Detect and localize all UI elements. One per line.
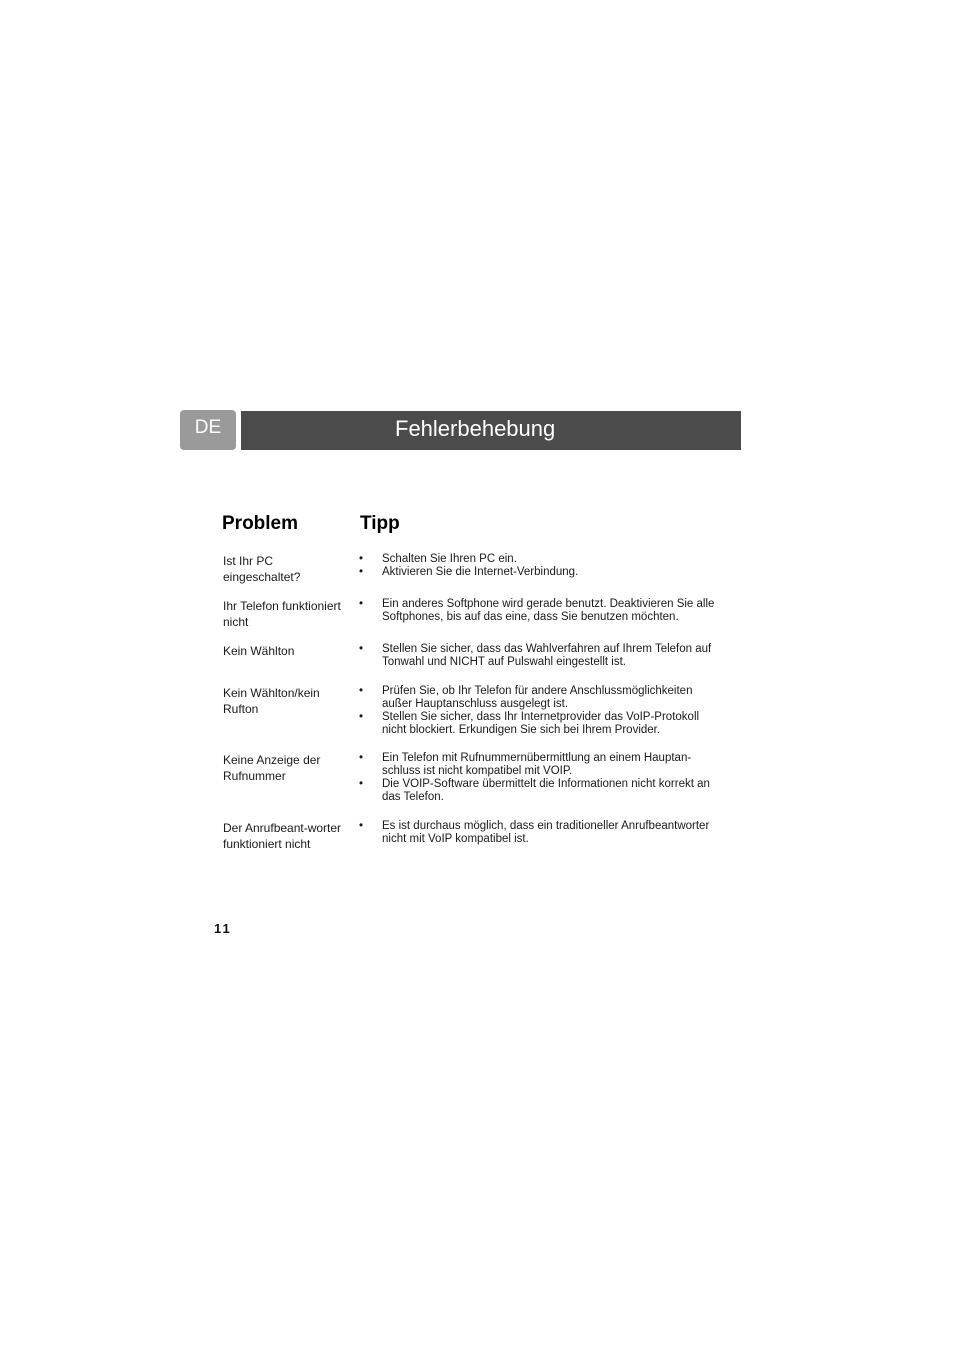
tip-item [358,711,718,737]
page-number: 11 [214,921,232,936]
language-tab: DE [180,410,236,450]
tip-text: Die VOIP-Software übermittelt die Informationen nicht korrekt an das Telefon. [382,778,710,803]
tip-list [358,685,718,737]
tip-item [358,553,718,566]
bullet: • [359,820,364,832]
section-title: Fehlerbehebung [395,416,556,441]
tip-item [358,643,718,669]
problem-text: Keine Anzeige der Rufnummer [223,753,321,783]
tip-list [358,553,718,579]
bullet: • [359,711,364,723]
bullet: • [359,685,364,697]
bullet: • [359,643,364,655]
problem-text: Kein Wählton [223,644,295,658]
problem-text: Der Anrufbeant-worter funktioniert nicht [223,821,342,851]
bullet: • [359,598,364,610]
tip-item [358,778,718,804]
tip-text: Schalten Sie Ihren PC ein. [382,553,517,565]
bullet: • [359,778,364,790]
tip-text: Stellen Sie sicher, dass Ihr Internetprovider das VoIP-Protokoll nicht blockiert. Erkundigen Sie sich bei Ihrem Provider. [382,711,700,736]
tip-list [358,820,718,846]
section-title-bar [241,411,741,450]
bullet: • [359,553,364,565]
tip-item [358,566,718,579]
tip-column-heading: Tipp [360,513,400,534]
bullet: • [359,752,364,764]
tip-list [358,752,718,804]
problem-text: Ihr Telefon funktioniert nicht [223,599,341,629]
tip-item [358,820,718,846]
tip-item [358,685,718,711]
tip-list [358,598,718,624]
tip-text: Es ist durchaus möglich, dass ein traditioneller Anrufbeantworter nicht mit VoIP kompatibel ist. [382,820,710,845]
problem-text: Kein Wählton/kein Rufton [223,686,320,716]
tip-text: Aktivieren Sie die Internet-Verbindung. [382,566,579,578]
problem-text: Ist Ihr PC eingeschaltet? [223,554,301,584]
tip-text: Prüfen Sie, ob Ihr Telefon für andere Anschlussmöglichkeiten außer Hauptanschluss ausgelegt ist. [382,685,693,710]
problem-column-heading: Problem [222,513,299,534]
tip-text: Ein Telefon mit Rufnummernübermittlung an einem Hauptan-schluss ist nicht kompatibel mit VOIP. [382,752,692,777]
tip-text: Stellen Sie sicher, dass das Wahlverfahren auf Ihrem Telefon auf Tonwahl und NICHT auf Pulswahl eingestellt ist. [382,643,712,668]
bullet: • [359,566,364,578]
tip-item [358,598,718,624]
tip-text: Ein anderes Softphone wird gerade benutzt. Deaktivieren Sie alle Softphones, bis auf das eine, dass Sie benutzen möchten. [382,598,715,623]
tip-list [358,643,718,669]
tip-item [358,752,718,778]
